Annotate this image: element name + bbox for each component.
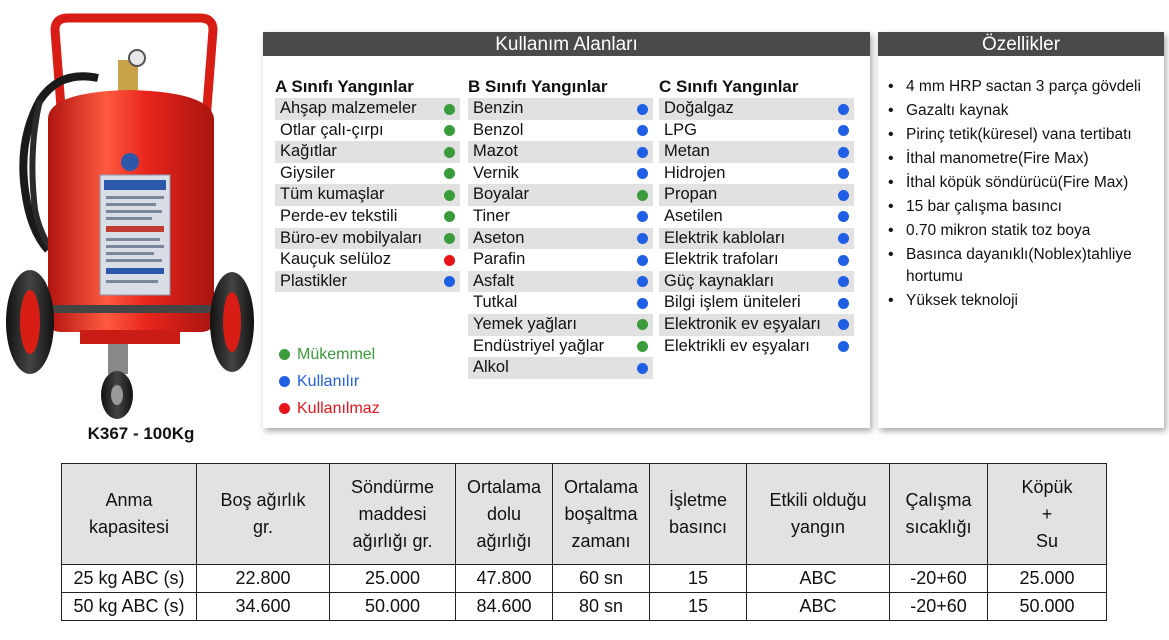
blue-status-dot-icon	[838, 190, 849, 201]
spec-header-line: boşaltma	[564, 503, 638, 524]
spec-cell: 50.000	[330, 593, 456, 621]
blue-status-dot-icon	[637, 233, 648, 244]
spec-header-line: gr.	[252, 517, 273, 537]
spec-header-line: ağırlığı gr.	[352, 530, 433, 551]
usage-item	[468, 336, 653, 358]
usage-item	[468, 184, 653, 206]
spec-cell: 15	[650, 565, 747, 593]
feature-item: • İthal köpük söndürücü(Fire Max)	[888, 172, 1160, 194]
spec-cell: 47.800	[456, 565, 553, 593]
usage-panel	[263, 32, 870, 428]
spec-header-row	[62, 464, 1107, 565]
usage-item-label: Tiner	[473, 206, 510, 225]
legend-item-green	[279, 344, 380, 371]
spec-header-line: Çalışma	[905, 490, 972, 510]
spec-header-line: sıcaklığı	[905, 517, 972, 537]
axle	[35, 305, 230, 313]
usage-item	[275, 120, 460, 142]
usage-item	[275, 249, 460, 271]
blue-status-dot-icon	[838, 298, 849, 309]
brand-logo	[121, 153, 139, 171]
spec-cell: 50.000	[988, 593, 1107, 621]
base-frame	[80, 330, 180, 344]
legend-label: Kullanılır	[297, 373, 360, 390]
usage-item-label: Boyalar	[473, 185, 529, 204]
features-panel-title: Özellikler	[878, 32, 1164, 56]
spec-header-cell	[553, 464, 650, 565]
usage-item	[659, 184, 854, 206]
spec-table	[61, 463, 1107, 621]
usage-item	[659, 228, 854, 250]
feature-item: • 0.70 mikron statik toz boya	[888, 220, 1160, 242]
spec-header-line: basıncı	[668, 517, 728, 537]
usage-item	[275, 141, 460, 163]
green-status-dot-icon	[444, 211, 455, 222]
spec-header-line: zamanı	[571, 530, 631, 551]
usage-item-label: Propan	[664, 185, 718, 204]
usage-item	[659, 141, 854, 163]
usage-item	[468, 163, 653, 185]
usage-item-label: Ahşap malzemeler	[280, 99, 417, 117]
usage-item-label: Asfalt	[473, 271, 515, 290]
usage-item	[468, 206, 653, 228]
blue-status-dot-icon	[637, 363, 648, 374]
usage-item-label: Elektrikli ev eşyaları	[664, 336, 810, 355]
green-status-dot-icon	[637, 319, 648, 330]
spec-header-line: maddesi	[358, 503, 427, 524]
blue-status-dot-icon	[838, 147, 849, 158]
blue-status-dot-icon	[838, 341, 849, 352]
usage-item	[659, 249, 854, 271]
usage-item-label: LPG	[664, 120, 698, 139]
spec-row	[62, 565, 1107, 593]
red-dot-icon	[279, 403, 290, 414]
usage-panel-title: Kullanım Alanları	[263, 32, 870, 56]
feature-item: • 15 bar çalışma basıncı	[888, 196, 1160, 218]
spec-header-cell	[62, 464, 197, 565]
usage-item-label: Güç kaynakları	[664, 271, 775, 290]
usage-item	[468, 292, 653, 314]
spec-header-line: Anma	[105, 490, 153, 510]
blue-status-dot-icon	[637, 211, 648, 222]
legend-item-blue	[279, 371, 380, 398]
spec-row	[62, 593, 1107, 621]
spec-cell: 15	[650, 593, 747, 621]
usage-item-label: Büro-ev mobilyaları	[280, 228, 423, 247]
spec-header-line: Köpük	[1021, 476, 1073, 497]
feature-item: • Gazaltı kaynak	[888, 100, 1160, 122]
blue-status-dot-icon	[637, 298, 648, 309]
spec-header-line: +	[1041, 503, 1053, 524]
class-c-title: C Sınıfı Yangınlar	[659, 77, 799, 96]
green-dot-icon	[279, 349, 290, 360]
blue-status-dot-icon	[838, 168, 849, 179]
spec-cell: 22.800	[197, 565, 330, 593]
usage-item	[659, 292, 854, 314]
usage-item	[468, 271, 653, 293]
spec-header-line: Söndürme	[350, 476, 435, 497]
green-status-dot-icon	[444, 190, 455, 201]
features-panel	[878, 32, 1164, 428]
legend-item-red	[279, 398, 380, 425]
green-status-dot-icon	[444, 168, 455, 179]
spec-header-line: Boş ağırlık	[220, 490, 306, 510]
usage-item-label: Doğalgaz	[664, 99, 734, 117]
spec-cell: ABC	[747, 565, 890, 593]
spec-cell: 34.600	[197, 593, 330, 621]
spec-body	[62, 565, 1107, 621]
spec-header-line: ağırlığı	[476, 530, 532, 551]
spec-header-cell	[197, 464, 330, 565]
green-status-dot-icon	[637, 190, 648, 201]
usage-item-label: Elektrik kabloları	[664, 228, 786, 247]
usage-item-label: Vernik	[473, 163, 519, 182]
usage-item	[275, 184, 460, 206]
spec-header-cell	[988, 464, 1107, 565]
class-b-list	[468, 98, 653, 379]
green-status-dot-icon	[637, 341, 648, 352]
usage-item-label: Parafin	[473, 250, 526, 269]
blue-status-dot-icon	[637, 255, 648, 266]
blue-status-dot-icon	[637, 276, 648, 287]
green-status-dot-icon	[444, 147, 455, 158]
feature-item: • Pirinç tetik(küresel) vana tertibatı	[888, 124, 1160, 146]
spec-header-line: Su	[1035, 530, 1059, 551]
class-a-column	[275, 76, 460, 292]
legend-label: Mükemmel	[297, 346, 376, 363]
usage-item	[659, 120, 854, 142]
usage-item-label: Benzol	[473, 120, 524, 139]
blue-status-dot-icon	[444, 276, 455, 287]
feature-item: • İthal manometre(Fire Max)	[888, 148, 1160, 170]
usage-item-label: Tutkal	[473, 293, 518, 312]
green-status-dot-icon	[444, 233, 455, 244]
usage-item	[659, 163, 854, 185]
fire-extinguisher-illustration	[0, 0, 262, 430]
spec-header-cell	[747, 464, 890, 565]
blue-status-dot-icon	[637, 104, 648, 115]
usage-item	[275, 206, 460, 228]
spec-header-cell	[650, 464, 747, 565]
blue-dot-icon	[279, 376, 290, 387]
usage-item	[468, 228, 653, 250]
feature-item: • Yüksek teknoloji	[888, 290, 1160, 312]
spec-cell: -20+60	[890, 593, 988, 621]
usage-item-label: Yemek yağları	[473, 314, 577, 333]
blue-status-dot-icon	[838, 233, 849, 244]
usage-item-label: Elektronik ev eşyaları	[664, 314, 821, 333]
usage-item-label: Endüstriyel yağlar	[473, 336, 605, 355]
usage-item	[275, 98, 460, 120]
usage-item-label: Aseton	[473, 228, 525, 247]
usage-item-label: Metan	[664, 142, 710, 161]
red-status-dot-icon	[444, 255, 455, 266]
usage-item-label: Asetilen	[664, 206, 723, 225]
spec-cell: 25.000	[330, 565, 456, 593]
gauge	[129, 50, 145, 66]
legend	[279, 344, 380, 425]
spec-cell: 25 kg ABC (s)	[62, 565, 197, 593]
usage-item	[659, 98, 854, 120]
usage-item	[468, 357, 653, 379]
usage-item	[659, 206, 854, 228]
usage-item-label: Kağıtlar	[280, 142, 337, 161]
usage-item	[659, 271, 854, 293]
usage-item-label: Alkol	[473, 358, 509, 377]
spec-header-line: İşletme	[668, 490, 728, 510]
class-c-column	[659, 76, 854, 357]
blue-status-dot-icon	[838, 104, 849, 115]
spec-cell: -20+60	[890, 565, 988, 593]
caster-bracket	[108, 344, 128, 374]
usage-item	[659, 314, 854, 336]
legend-label: Kullanılmaz	[297, 400, 380, 417]
blue-status-dot-icon	[838, 125, 849, 136]
tank-label	[100, 175, 170, 295]
spec-cell: 25.000	[988, 565, 1107, 593]
spec-header-line: kapasitesi	[88, 517, 170, 537]
class-b-title: B Sınıfı Yangınlar	[468, 77, 608, 96]
spec-cell: 84.600	[456, 593, 553, 621]
usage-item-label: Kauçuk selüloz	[280, 250, 391, 269]
feature-item: • 4 mm HRP sactan 3 parça gövdeli	[888, 76, 1160, 98]
product-code: K367 - 100Kg	[87, 424, 195, 443]
usage-item-label: Perde-ev tekstili	[280, 206, 398, 225]
usage-item	[659, 336, 854, 358]
spec-header-line: Ortalama	[563, 476, 639, 497]
usage-item-label: Benzin	[473, 99, 524, 117]
green-status-dot-icon	[444, 125, 455, 136]
green-status-dot-icon	[444, 104, 455, 115]
blue-status-dot-icon	[838, 276, 849, 287]
spec-cell: ABC	[747, 593, 890, 621]
usage-item-label: Mazot	[473, 142, 518, 161]
spec-header-line: yangın	[790, 517, 846, 537]
class-b-column	[468, 76, 653, 379]
features-list	[888, 76, 1160, 314]
usage-item	[275, 228, 460, 250]
usage-item-label: Elektrik trafoları	[664, 250, 779, 269]
usage-item-label: Giysiler	[280, 163, 336, 182]
spec-header-cell	[456, 464, 553, 565]
usage-item	[275, 271, 460, 293]
blue-status-dot-icon	[838, 319, 849, 330]
spec-cell: 80 sn	[553, 593, 650, 621]
usage-item-label: Hidrojen	[664, 163, 726, 182]
usage-item	[468, 98, 653, 120]
usage-item-label: Plastikler	[280, 271, 347, 290]
spec-header-cell	[330, 464, 456, 565]
usage-item	[468, 120, 653, 142]
spec-header-line: Ortalama	[466, 476, 542, 497]
usage-item	[468, 249, 653, 271]
usage-item-label: Otlar çalı-çırpı	[280, 120, 384, 139]
usage-item	[468, 141, 653, 163]
usage-item	[275, 163, 460, 185]
class-a-list	[275, 98, 460, 292]
product-image	[0, 0, 262, 452]
spec-header-line: Etkili olduğu	[769, 490, 867, 510]
blue-status-dot-icon	[637, 147, 648, 158]
blue-status-dot-icon	[637, 168, 648, 179]
usage-item-label: Tüm kumaşlar	[280, 185, 385, 204]
spec-cell: 60 sn	[553, 565, 650, 593]
feature-item: • Basınca dayanıklı(Noblex)tahliye hortumu	[888, 244, 1160, 288]
spec-header-cell	[890, 464, 988, 565]
blue-status-dot-icon	[838, 255, 849, 266]
spec-cell: 50 kg ABC (s)	[62, 593, 197, 621]
class-c-list	[659, 98, 854, 357]
class-a-title: A Sınıfı Yangınlar	[275, 77, 414, 96]
usage-item-label: Bilgi işlem üniteleri	[664, 293, 801, 312]
spec-header-line: dolu	[486, 503, 522, 524]
blue-status-dot-icon	[637, 125, 648, 136]
usage-item	[468, 314, 653, 336]
blue-status-dot-icon	[838, 211, 849, 222]
